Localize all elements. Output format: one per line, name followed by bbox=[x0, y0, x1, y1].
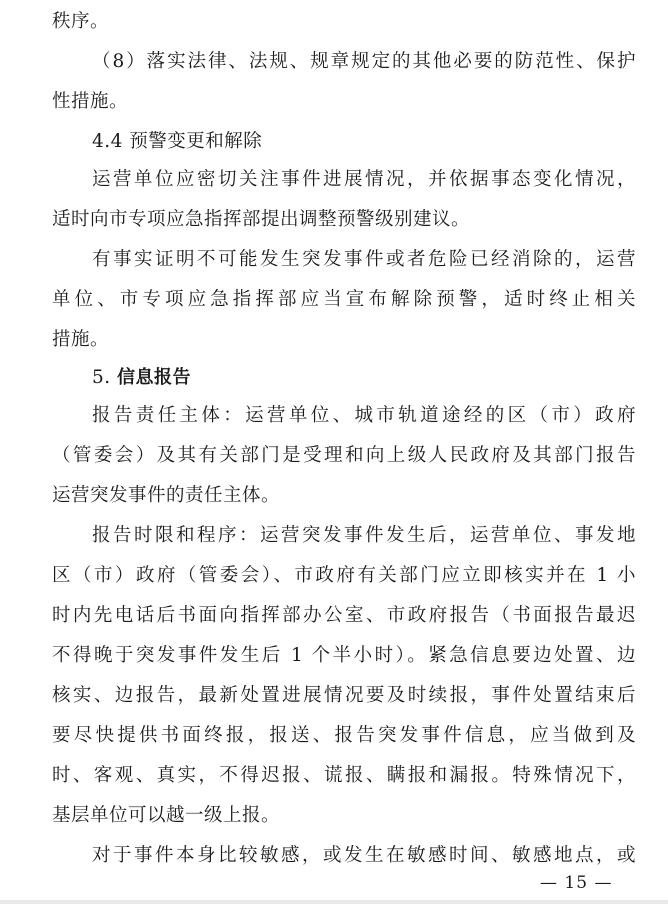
page-bottom-edge bbox=[0, 900, 668, 904]
text-line: 时、客观、真实，不得迟报、谎报、瞒报和漏报。特殊情况下， bbox=[52, 765, 636, 786]
section-heading bbox=[92, 360, 191, 396]
text-line: 报告时限和程序：运营突发事件发生后，运营单位、事发地 bbox=[92, 525, 636, 546]
text-line: 对于事件本身比较敏感，或发生在敏感时间、敏感地点，或 bbox=[92, 845, 636, 866]
text-line: （8）落实法律、法规、规章规定的其他必要的防范性、保护 bbox=[92, 51, 636, 72]
text-line: 秩序。 bbox=[52, 11, 110, 32]
text-line: 时内先电话后书面向指挥部办公室、市政府报告（书面报告最迟 bbox=[52, 605, 636, 626]
text-line: 适时向市专项应急指挥部提出调整预警级别建议。 bbox=[52, 209, 471, 230]
text-line: 核实、边报告，最新处置进展情况要及时续报，事件处置结束后 bbox=[52, 685, 636, 706]
text-line: 要尽快提供书面终报，报送、报告突发事件信息，应当做到及 bbox=[52, 725, 636, 746]
text-line: 运营突发事件的责任主体。 bbox=[52, 485, 281, 506]
text-line: 运营单位应密切关注事件进展情况，并依据事态变化情况， bbox=[92, 169, 636, 190]
text-line: 有事实证明不可能发生突发事件或者危险已经消除的，运营 bbox=[92, 249, 636, 270]
text-line: 报告责任主体：运营单位、城市轨道途经的区（市）政府 bbox=[92, 405, 636, 426]
text-line: 区（市）政府（管委会）、市政府有关部门应立即核实并在 1 小 bbox=[52, 565, 636, 586]
text-line: 性措施。 bbox=[52, 91, 129, 112]
section-title: 信息报告 bbox=[117, 367, 192, 388]
section-number: 5. bbox=[92, 367, 111, 388]
section-heading: 4.4 预警变更和解除 bbox=[92, 131, 263, 152]
text-line: 单位、市专项应急指挥部应当宣布解除预警，适时终止相关 bbox=[52, 289, 636, 310]
text-line: 基层单位可以越一级上报。 bbox=[52, 805, 281, 826]
text-line: 不得晚于突发事件发生后 1 个半小时）。紧急信息要边处置、边 bbox=[52, 645, 636, 666]
page-number: — 15 — bbox=[540, 873, 613, 893]
text-line: （管委会）及其有关部门是受理和向上级人民政府及其部门报告 bbox=[52, 445, 636, 466]
text-line: 措施。 bbox=[52, 329, 110, 350]
